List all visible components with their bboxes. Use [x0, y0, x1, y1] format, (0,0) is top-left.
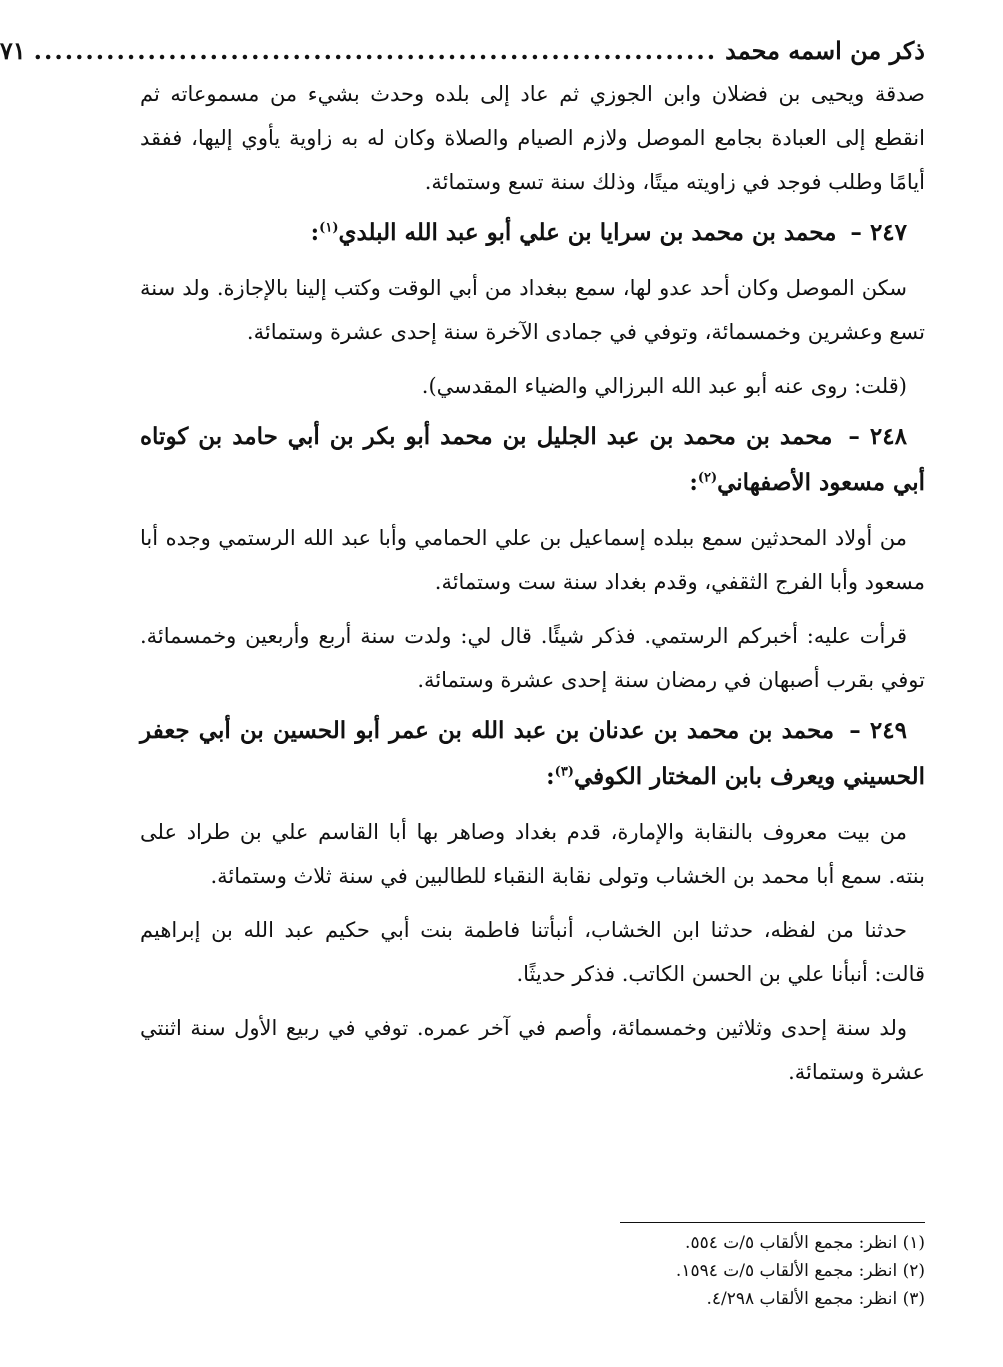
entry-name: محمد بن محمد بن سرايا بن علي أبو عبد الله البلدي — [338, 219, 837, 246]
footnote-reference[interactable]: (١) — [319, 220, 339, 236]
entry-colon: : — [546, 763, 555, 790]
entry-paragraph: قرأت عليه: أخبركم الرستمي. فذكر شيئًا. قال لي: ولدت سنة أربع وأربعين وخمسمائة. توفي بقرب أصبهان في رمضان سنة إحدى عشرة وستمائة. — [140, 624, 925, 692]
entry-colon: : — [310, 219, 320, 246]
footnote-reference[interactable]: (٣) — [554, 764, 574, 780]
entry-paragraph: ولد سنة إحدى وثلاثين وخمسمائة، وأصم في آخر عمره. توفي في ربيع الأول سنة اثنتي عشرة وستمائة. — [140, 1016, 925, 1084]
entry-paragraph: من بيت معروف بالنقابة والإمارة، قدم بغداد وصاهر بها أبا القاسم علي بن طراد على بنته. سمع أبا محمد بن الخشاب وتولى نقابة النقباء للطالبين في سنة ثلاث وستمائة. — [140, 820, 925, 888]
entry-paragraph: حدثنا من لفظه، حدثنا ابن الخشاب، أنبأتنا فاطمة بنت أبي حكيم عبد الله بن إبراهيم قالت: أنبأنا علي بن الحسن الكاتب. فذكر حديثًا. — [140, 918, 925, 986]
page-number: ٧١ — [0, 36, 26, 65]
footnote-divider — [620, 1222, 925, 1223]
footnote-reference[interactable]: (٢) — [697, 470, 718, 486]
entry-number: ٢٤٧ – — [850, 219, 907, 246]
running-header — [0, 30, 925, 72]
entry-number: ٢٤٨ – — [848, 423, 907, 450]
entry-249 — [140, 708, 925, 1094]
page-body — [0, 30, 925, 1094]
footnotes — [140, 1222, 925, 1313]
entry-heading — [140, 414, 925, 506]
entry-colon: : — [689, 469, 698, 496]
entry-heading — [140, 210, 925, 256]
entry-paragraph: سكن الموصل وكان أحد عدو لها، سمع ببغداد من أبي الوقت وكتب إلينا بالإجازة. ولد سنة تسع وعشرين وخمسمائة، وتوفي في جمادى الآخرة سنة إحدى عشرة وستمائة. — [140, 276, 925, 344]
opening-paragraph: صدقة ويحيى بن فضلان وابن الجوزي ثم عاد إلى بلده وحدث بشيء من مسموعاته ثم انقطع إلى العبادة بجامع الموصل ولازم الصيام والصلاة وكان له به زاوية يأوي إليها، ففقد أيامًا وطلب فوجد في زاويته ميتًا، وذلك سنة تسع وستمائة. — [140, 82, 925, 194]
footnote-2: (٢) انظر: مجمع الألقاب ٥/ت ١٥٩٤. — [675, 1261, 925, 1281]
entry-heading — [140, 708, 925, 800]
entry-248 — [140, 414, 925, 702]
entry-name: محمد بن محمد بن عبد الجليل بن محمد أبو بكر بن أبي حامد بن كوتاه أبي مسعود الأصفهاني — [140, 423, 925, 496]
entry-name: محمد بن محمد بن عدنان بن عبد الله بن عمر أبو الحسين بن أبي جعفر الحسيني ويعرف بابن المختار الكوفي — [140, 717, 925, 790]
header-dot-leader: .................................................................. — [33, 36, 718, 65]
entry-paragraph: (قلت: روى عنه أبو عبد الله البرزالي والضياء المقدسي). — [421, 374, 907, 398]
footnote-3: (٣) انظر: مجمع الألقاب ٤/٢٩٨. — [706, 1289, 925, 1309]
chapter-title: ذكر من اسمه محمد — [725, 36, 925, 65]
entry-247 — [140, 210, 925, 408]
footnote-1: (١) انظر: مجمع الألقاب ٥/ت ٥٥٤. — [685, 1233, 925, 1253]
entry-paragraph: من أولاد المحدثين سمع ببلده إسماعيل بن علي الحمامي وأبا عبد الله الرستمي وجده أبا مسعود وأبا الفرج الثقفي، وقدم بغداد سنة ست وستمائة. — [140, 526, 925, 594]
entry-number: ٢٤٩ – — [849, 717, 907, 744]
